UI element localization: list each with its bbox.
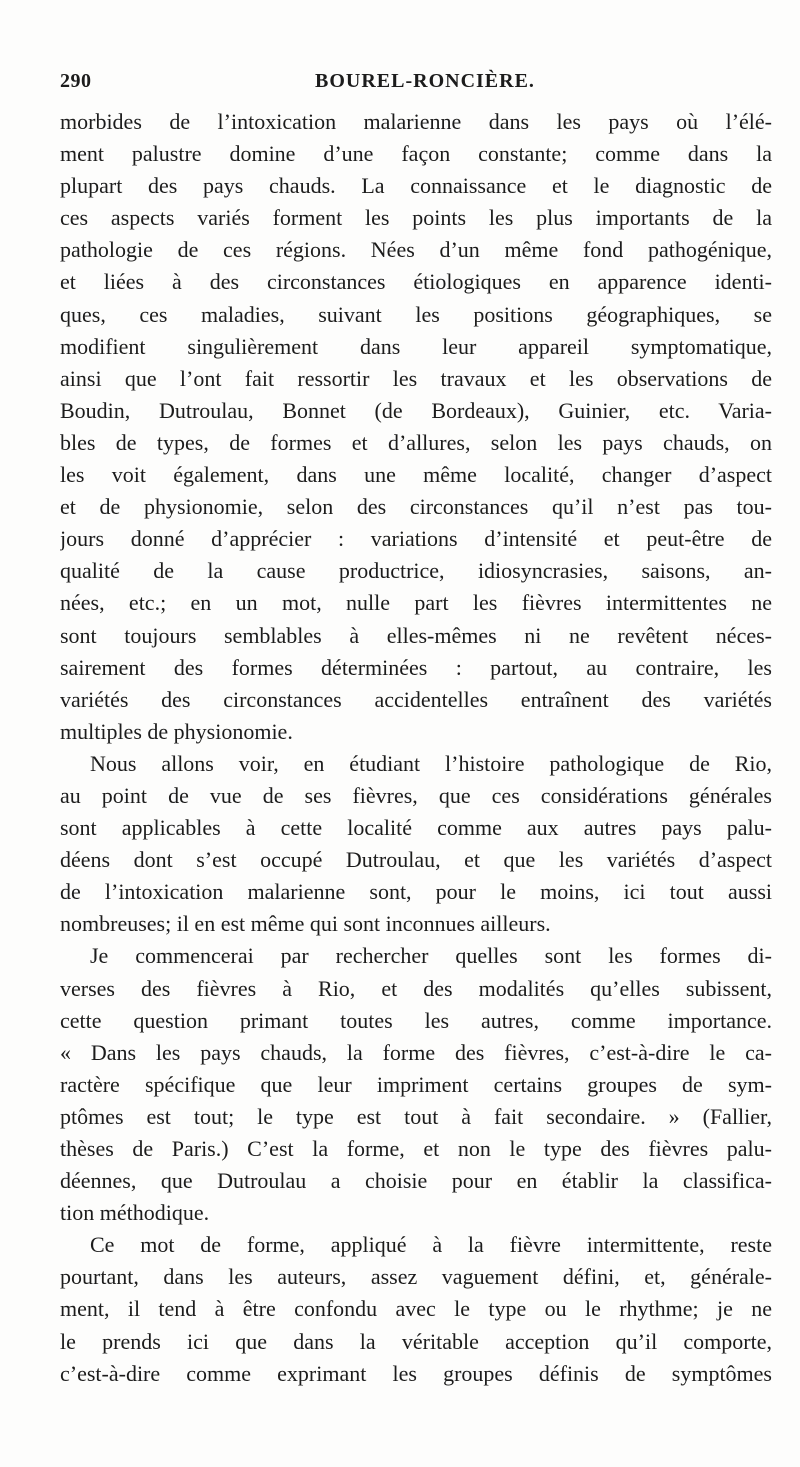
- text-line: qualité de la cause productrice, idiosyncrasies, saisons, an-: [60, 558, 772, 584]
- text-line: déennes, que Dutroulau a choisie pour en établir la classifica-: [60, 1168, 772, 1194]
- text-line: pathologie de ces régions. Nées d’un même fond pathogénique,: [60, 237, 772, 263]
- text-line: de l’intoxication malarienne sont, pour le moins, ici tout aussi: [60, 879, 772, 905]
- text-line: morbides de l’intoxication malarienne dans les pays où l’élé-: [60, 109, 772, 134]
- text-line: Boudin, Dutroulau, Bonnet (de Bordeaux), Guinier, etc. Varia-: [60, 397, 772, 423]
- text-line: et de physionomie, selon des circonstances qu’il n’est pas tou-: [60, 494, 772, 520]
- text-line: sont applicables à cette localité comme aux autres pays palu-: [60, 815, 772, 841]
- paragraph-start-line: Je commencerai par rechercher quelles sont les formes di-: [90, 943, 772, 969]
- paragraph-end-line: tion méthodique.: [60, 1200, 210, 1226]
- text-line: modifient singulièrement dans leur appareil symptomatique,: [60, 333, 772, 359]
- text-line: jours donné d’apprécier : variations d’intensité et peut-être de: [60, 526, 772, 552]
- text-line: ainsi que l’ont fait ressortir les travaux et les observations de: [60, 365, 772, 391]
- paragraph-end-line: nombreuses; il en est même qui sont inconnues ailleurs.: [60, 911, 551, 937]
- running-head: [60, 70, 760, 98]
- text-line: ptômes est tout; le type est tout à fait secondaire. » (Fallier,: [60, 1103, 772, 1129]
- text-line: bles de types, de formes et d’allures, selon les pays chauds, on: [60, 429, 772, 455]
- text-line: « Dans les pays chauds, la forme des fièvres, c’est-à-dire le ca-: [60, 1039, 772, 1065]
- text-line: nées, etc.; en un mot, nulle part les fièvres intermittentes ne: [60, 590, 772, 616]
- text-line: ces aspects variés forment les points les plus importants de la: [60, 205, 772, 231]
- text-line: thèses de Paris.) C’est la forme, et non le type des fièvres palu-: [60, 1136, 772, 1161]
- text-line: pourtant, dans les auteurs, assez vaguement défini, et, générale-: [60, 1264, 772, 1290]
- running-title: BOUREL-RONCIÈRE.: [315, 70, 535, 92]
- text-line: verses des fièvres à Rio, et des modalités qu’elles subissent,: [60, 975, 772, 1001]
- paragraph-end-line: multiples de physionomie.: [60, 718, 293, 744]
- text-line: variétés des circonstances accidentelles entraînent des variétés: [60, 686, 772, 712]
- page-number: 290: [60, 70, 92, 92]
- paragraph-start-line: Nous allons voir, en étudiant l’histoire pathologique de Rio,: [90, 750, 772, 776]
- text-line: ment, il tend à être confondu avec le type ou le rhythme; je ne: [60, 1296, 772, 1322]
- text-line: le prends ici que dans la véritable acception qu’il comporte,: [60, 1328, 772, 1354]
- text-line: ment palustre domine d’une façon constante; comme dans la: [60, 141, 772, 167]
- text-line: plupart des pays chauds. La connaissance et le diagnostic de: [60, 173, 772, 199]
- text-line: et liées à des circonstances étiologiques en apparence identi-: [60, 269, 772, 295]
- text-line: déens dont s’est occupé Dutroulau, et que les variétés d’aspect: [60, 847, 772, 873]
- text-line: ractère spécifique que leur impriment certains groupes de sym-: [60, 1071, 772, 1097]
- text-line: au point de vue de ses fièvres, que ces considérations générales: [60, 782, 772, 808]
- text-line: ques, ces maladies, suivant les positions géographiques, se: [60, 301, 772, 327]
- text-line: les voit également, dans une même localité, changer d’aspect: [60, 462, 772, 488]
- text-line: sairement des formes déterminées : partout, au contraire, les: [60, 654, 772, 680]
- paragraph-start-line: Ce mot de forme, appliqué à la fièvre intermittente, reste: [90, 1232, 772, 1258]
- text-line: cette question primant toutes les autres, comme importance.: [60, 1007, 772, 1033]
- text-line: sont toujours semblables à elles-mêmes ni ne revêtent néces-: [60, 622, 772, 648]
- text-line: c’est-à-dire comme exprimant les groupes définis de symptômes: [60, 1360, 772, 1386]
- body-text: [60, 106, 772, 1390]
